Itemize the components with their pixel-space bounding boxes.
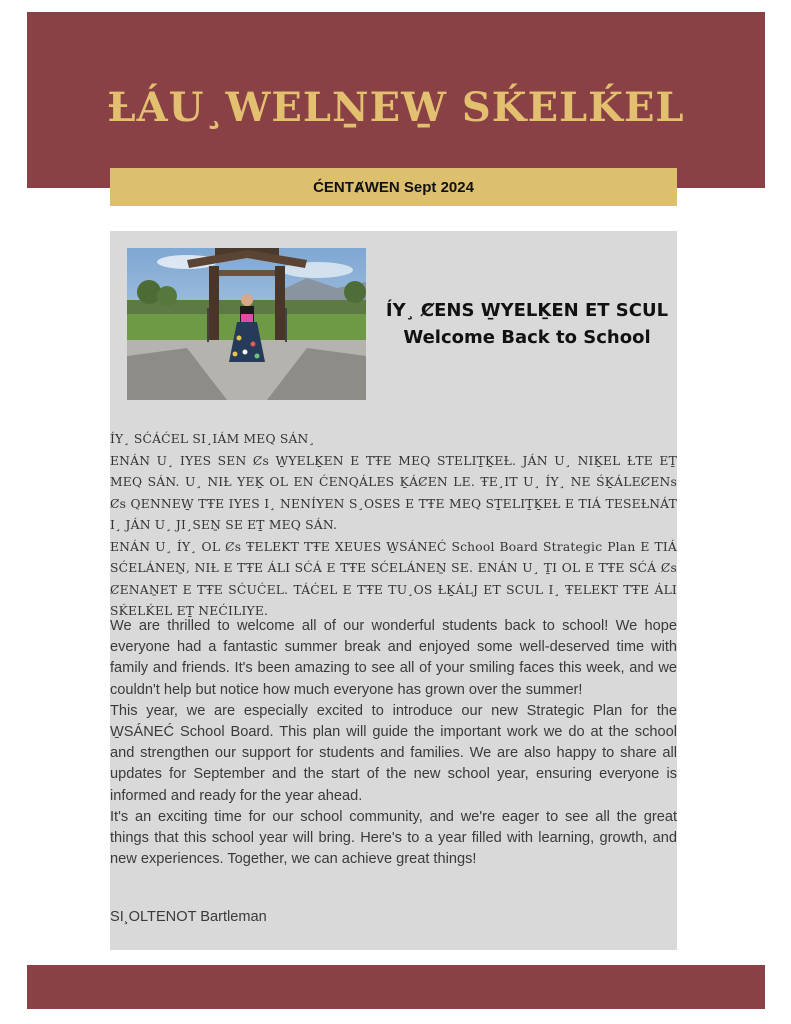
signature: SI¸OLTENOT Bartleman <box>110 909 267 925</box>
principal-photo <box>127 248 366 400</box>
headline-sencoten: ÍY¸ ȻENS W̱YELḴEN ET SCUL <box>385 300 669 321</box>
footer-band <box>27 965 765 1009</box>
sencoten-paragraph: ENÁN U¸ IYES SEN Ȼs W̱YELḴEN E TŦE MEQ STELIṮḴEȽ. JÁN U¸ NIḴEL ȽTE EṮ MEQ SÁN. U¸ NIȽ YEḴ OL EN ĆENQÁLES ḴÁȻEN LE. ŦE¸IT U¸ ÍY¸ NE ŚḴÁLEȻENs Ȼs QENNEW̱ TŦE IYES I¸ NENÍYEN S¸OSES E TŦE MEQ SṮELIṮḴEȽ E TIÁ TESEȽNÁT I¸ JÁN U¸ JI¸SEṈ SE EṮ MEQ SÁN. <box>110 453 677 532</box>
headline <box>382 297 672 351</box>
sencoten-greeting: ÍY¸ SĆÁĆEL SI¸IÁM MEQ SÁN¸ <box>110 432 315 446</box>
issue-date-bar <box>110 168 677 206</box>
headline-english: Welcome Back to School <box>403 327 651 348</box>
sencoten-message <box>110 429 677 623</box>
newsletter-title: ȽÁU¸WELṈEW̱ SḰELḰEL <box>107 84 685 131</box>
english-message <box>110 616 677 870</box>
masthead-band <box>27 12 765 188</box>
issue-date-label: ĆENTȺWEN Sept 2024 <box>313 178 474 196</box>
english-paragraph: We are thrilled to welcome all of our wonderful students back to school! We hope everyone had a fantastic summer break and enjoyed some well-deserved time with family and friends. It's been amazing to see all of your smiling faces this week, and we couldn't help but notice how much everyone has grown over the summer! <box>110 618 677 698</box>
english-paragraph: This year, we are especially excited to introduce our new Strategic Plan for the W̱SÁNEĆ School Board. This plan will guide the important work we do at the school and strengthen our support for students and families. We are also happy to share all updates for September and the start of the new school year, ensuring everyone is informed and ready for the year ahead. <box>110 702 677 804</box>
english-paragraph: It's an exciting time for our school community, and we're eager to see all the great things that this school year will bring. Here's to a year filled with learning, growth, and new experiences. Together, we can achieve great things! <box>110 808 677 868</box>
sencoten-paragraph: ENÁN U¸ ÍY¸ OL Ȼs ŦELEKT TŦE XEUES W̱SÁNEĆ School Board Strategic Plan E TIÁ SĆELÁNEṈ, NIȽ E TŦE ÁLI SĆÁ E TŦE SĆELÁNEṈ SE. ENÁN U¸ ṮI OL E TŦE SĆÁ Ȼs ȻENAṈET E TŦE SĆUĆEL. TÁĆEL E TŦE TU¸OS ȽḴÁLJ ET SCUL I¸ ŦELEKT TŦE ÁLI SḰELḰEL EṮ NEĆILIYE. <box>110 539 677 618</box>
content-panel <box>110 231 677 950</box>
